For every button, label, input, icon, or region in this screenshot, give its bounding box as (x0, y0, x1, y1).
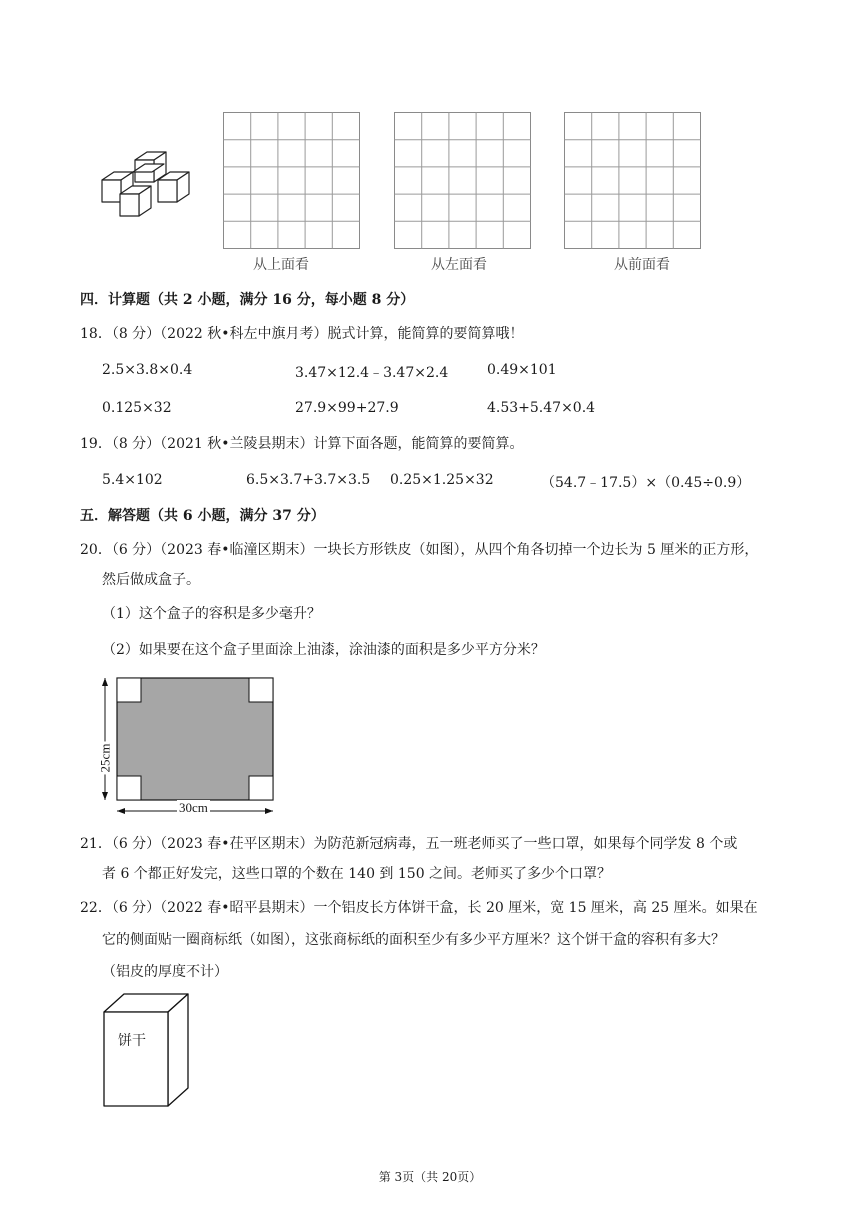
q22-line2: 它的侧面贴一圈商标纸（如图），这张商标纸的面积至少有多少平方厘米？这个饼干盒的容积有多大？ (102, 932, 725, 948)
grid-left-view[interactable] (394, 112, 531, 249)
q18-text: 18．（8 分）（2022 秋•科左中旗月考）脱式计算，能简算的要简算哦！ (80, 326, 524, 342)
q18-expr-3: 0.49×101 (487, 362, 557, 378)
q18-expr-1: 2.5×3.8×0.4 (102, 362, 193, 378)
q19-expr-4: （54.7﹣17.5）×（0.45÷0.9） (541, 475, 751, 491)
cube-stack-figure (100, 148, 200, 228)
fig-width-label: 30cm (179, 800, 208, 815)
q21-line1: 21．（6 分）（2023 春•茌平区期末）为防范新冠病毒，五一班老师买了一些口罩，如果每个同学发 8 个或 (80, 836, 738, 852)
q19-expr-3: 0.25×1.25×32 (390, 472, 494, 488)
q20-sub1: （1）这个盒子的容积是多少毫升？ (102, 606, 321, 622)
grid-top-view[interactable] (223, 112, 360, 249)
biscuit-box-label: 饼干 (118, 1033, 146, 1049)
q19-expr-1: 5.4×102 (102, 472, 163, 488)
q20-sub2: （2）如果要在这个盒子里面涂上油漆，涂油漆的面积是多少平方分米？ (102, 642, 545, 658)
fig-height-label: 25cm (97, 743, 113, 773)
q22-line1: 22．（6 分）（2022 春•昭平县期末）一个铝皮长方体饼干盒，长 20 厘米，宽 15 厘米，高 25 厘米。如果在 (80, 900, 758, 916)
grid-front-view[interactable] (564, 112, 701, 249)
q20-line2: 然后做成盒子。 (102, 572, 200, 588)
section5-heading: 五．解答题（共 6 小题，满分 37 分） (80, 508, 325, 524)
label-front-view: 从前面看 (614, 257, 670, 273)
label-left-view: 从左面看 (431, 257, 487, 273)
q18-expr-6: 4.53+5.47×0.4 (487, 400, 596, 416)
q18-expr-4: 0.125×32 (102, 400, 172, 416)
section4-heading: 四．计算题（共 2 小题，满分 16 分，每小题 8 分） (80, 292, 415, 308)
biscuit-box-figure (102, 990, 197, 1110)
q18-expr-5: 27.9×99+27.9 (295, 400, 399, 416)
label-top-view: 从上面看 (253, 257, 309, 273)
q18-expr-2: 3.47×12.4﹣3.47×2.4 (295, 365, 449, 381)
q19-text: 19．（8 分）（2021 秋•兰陵县期末）计算下面各题，能简算的要简算。 (80, 436, 524, 452)
q20-line1: 20．（6 分）（2023 春•临潼区期末）一块长方形铁皮（如图），从四个角各切掉一个边长为 5 厘米的正方形， (80, 542, 759, 558)
q21-line2: 者 6 个都正好发完，这些口罩的个数在 140 到 150 之间。老师买了多少个口罩？ (102, 866, 612, 882)
q22-line3: （铝皮的厚度不计） (102, 964, 228, 980)
page-footer: 第 3页（共 20页） (378, 1170, 482, 1184)
q19-expr-2: 6.5×3.7+3.7×3.5 (246, 472, 371, 488)
